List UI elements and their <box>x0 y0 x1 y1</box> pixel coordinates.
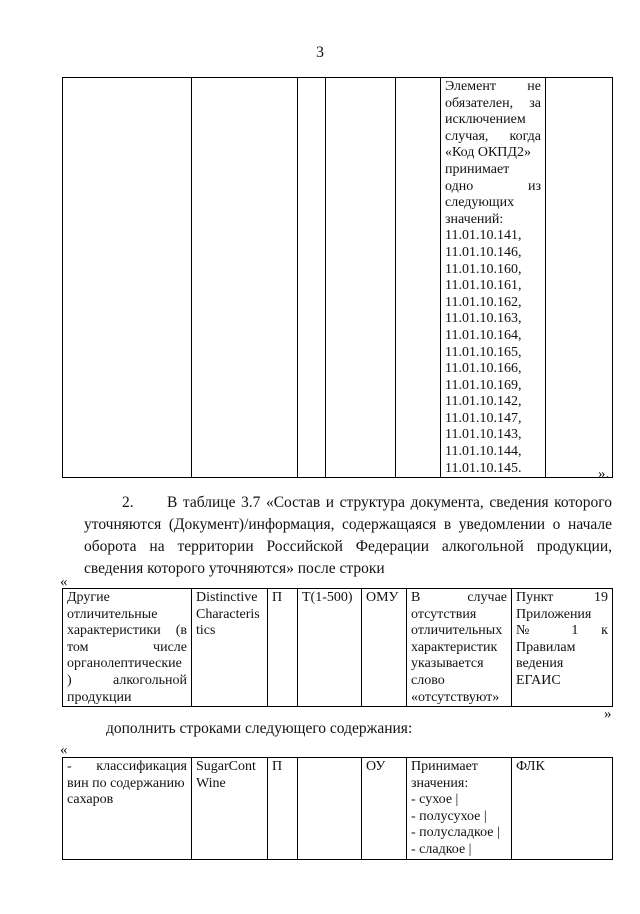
code-value: 11.01.10.142, <box>445 394 522 410</box>
cell-line: - сухое | <box>411 792 459 808</box>
table-row <box>63 589 613 707</box>
cell-line: «отсутствуют» <box>411 689 500 705</box>
tag-cell <box>192 758 268 860</box>
table-row <box>63 78 613 478</box>
table-existing-row <box>62 588 613 707</box>
note-line: «Код ОКПД2» <box>445 145 531 161</box>
table-new-row <box>62 757 613 860</box>
cell-line: Пункт 19 <box>516 590 608 605</box>
table-cell <box>63 78 192 478</box>
code-value: 11.01.10.169, <box>445 377 522 393</box>
cell-line: № 1 к <box>516 623 608 639</box>
code-value: 11.01.10.141, <box>445 228 522 244</box>
code-value: 11.01.10.147, <box>445 410 522 426</box>
cell-line: Wine <box>196 775 226 791</box>
cell-line: отсутствия <box>411 606 477 622</box>
tag-cell <box>192 589 268 707</box>
cell-line: ведения <box>516 656 564 672</box>
cell-line: указывается <box>411 656 484 672</box>
table-cell <box>298 78 326 478</box>
format-cell: T(1-500) <box>298 589 362 707</box>
closing-quote: ». <box>598 466 610 482</box>
note-line: исключением <box>445 112 526 128</box>
cell-line: вин по содержанию <box>67 775 185 791</box>
note-line: принимает <box>445 161 510 177</box>
type-cell: П <box>268 589 298 707</box>
requirement-cell: ОУ <box>362 758 407 860</box>
code-value: 11.01.10.144, <box>445 444 522 460</box>
cell-line: том числе <box>67 639 187 655</box>
note-line: обязателен, за <box>445 95 541 111</box>
name-cell <box>63 589 192 707</box>
note-line: значений: <box>445 211 504 227</box>
table-cell <box>546 78 613 478</box>
cell-line: значения: <box>411 775 469 791</box>
note-cell <box>407 589 512 707</box>
note-line: Элемент не <box>445 79 541 94</box>
paragraph-line: оборота на территории Российской Федерации алкогольной продукции, <box>84 538 612 555</box>
format-cell <box>298 758 362 860</box>
cell-line: сахаров <box>67 792 114 808</box>
code-value: 11.01.10.146, <box>445 244 522 260</box>
note-cell <box>441 78 546 478</box>
requirement-cell: ОМУ <box>362 589 407 707</box>
paragraph-line <box>84 492 612 514</box>
cell-line: ЕГАИС <box>516 672 561 688</box>
table-continuation <box>62 77 613 478</box>
cell-line: Distinctive <box>196 590 258 605</box>
cell-line: ) алкогольной <box>67 672 187 688</box>
supplement-text: дополнить строками следующего содержания: <box>106 720 413 737</box>
cell-line: органолептические <box>67 656 182 672</box>
opening-quote: « <box>60 742 68 758</box>
cell-line: отличительных <box>411 623 503 639</box>
code-value: 11.01.10.165, <box>445 344 522 360</box>
cell-line: продукции <box>67 689 132 705</box>
cell-line: - классификация <box>67 759 187 774</box>
table-cell <box>326 78 396 478</box>
paragraph-line: уточняются (Документ)/информация, содержащаяся в уведомлении о начале <box>84 516 612 533</box>
cell-line: - сладкое | <box>411 841 472 857</box>
cell-line: характеристик <box>411 639 498 655</box>
cell-line: Правилам <box>516 639 576 655</box>
code-value: 11.01.10.160, <box>445 261 522 277</box>
cell-line: Другие <box>67 590 110 605</box>
code-value: 11.01.10.166, <box>445 361 522 377</box>
note-line: одно из <box>445 178 541 194</box>
cell-line: Приложения <box>516 606 592 622</box>
paragraph-text: В таблице 3.7 «Состав и структура документа, сведения которого <box>167 494 613 511</box>
note-line: случая, когда <box>445 128 541 144</box>
code-value: 11.01.10.162, <box>445 294 522 310</box>
code-value: 11.01.10.145. <box>445 460 522 476</box>
cell-line: Принимает <box>411 759 478 774</box>
cell-line: слово <box>411 672 445 688</box>
cell-line: отличительные <box>67 606 158 622</box>
table-cell <box>396 78 441 478</box>
code-value: 11.01.10.161, <box>445 278 522 294</box>
opening-quote: « <box>60 574 68 590</box>
paragraph-2 <box>84 492 612 580</box>
closing-quote: » <box>604 706 612 722</box>
reference-cell: ФЛК <box>512 758 613 860</box>
name-cell <box>63 758 192 860</box>
type-cell: П <box>268 758 298 860</box>
page-number: 3 <box>316 44 324 61</box>
paragraph-number: 2. <box>122 494 134 511</box>
code-value: 11.01.10.164, <box>445 327 522 343</box>
table-cell <box>192 78 298 478</box>
table-row <box>63 758 613 860</box>
cell-line: - полусладкое | <box>411 825 500 841</box>
note-line: следующих <box>445 195 515 211</box>
cell-line: tics <box>196 623 216 639</box>
code-value: 11.01.10.163, <box>445 311 522 327</box>
cell-line: - полусухое | <box>411 808 487 824</box>
paragraph-line: сведения которого уточняются» после строки <box>84 560 385 577</box>
cell-line: Characteris <box>196 606 260 622</box>
reference-cell <box>512 589 613 707</box>
code-value: 11.01.10.143, <box>445 427 522 443</box>
cell-line: В случае <box>411 590 507 605</box>
note-cell <box>407 758 512 860</box>
cell-line: SugarCont <box>196 759 256 774</box>
cell-line: характеристики (в <box>67 623 187 639</box>
